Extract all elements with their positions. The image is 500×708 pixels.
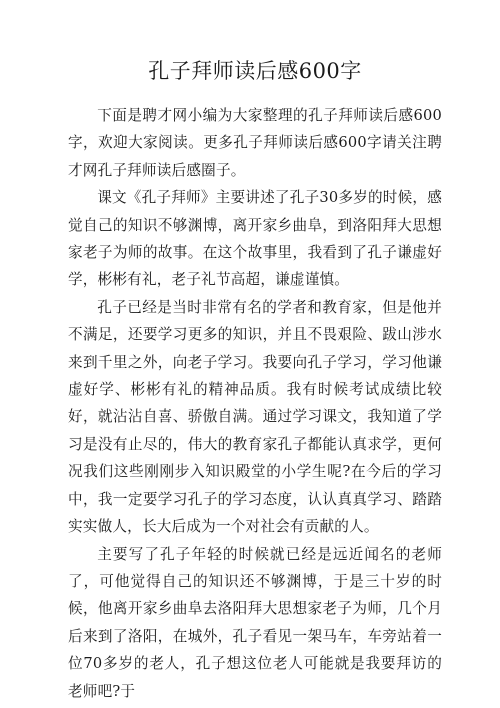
paragraph-story: 主要写了孔子年轻的时候就已经是远近闻名的老师了，可他觉得自己的知识还不够渊博，于是三十岁的时候，他离开家乡曲阜去洛阳拜大思想家老子为师，几个月后来到了洛阳，在城外，孔子看见一架马车，车旁站着一位70多岁的老人，孔子想这位老人可能就是我要拜访的老师吧?于 [68,545,442,700]
document-title: 孔子拜师读后感600字 [148,59,362,83]
paragraph-reflection: 孔子已经是当时非常有名的学者和教育家，但是他并不满足，还要学习更多的知识，并且不畏艰险、跋山涉水来到千里之外，向老子学习。我要向孔子学习，学习他谦虚好学、彬彬有礼的精神品质。我有时候考试成绩比较好，就沾沾自喜、骄傲自满。通过学习课文，我知道了学习是没有止尽的，伟大的教育家孔子都能认真求学，更何况我们这些刚刚步入知识殿堂的小学生呢?在今后的学习中，我一定要学习孔子的学习态度，认认真真学习、踏踏实实做人，长大后成为一个对社会有贡献的人。 [68,298,442,536]
paragraph-summary: 课文《孔子拜师》主要讲述了孔子30多岁的时候，感觉自己的知识不够渊博，离开家乡曲阜，到洛阳拜大思想家老子为师的故事。在这个故事里，我看到了孔子谦虚好学，彬彬有礼，老子礼节高超，谦虚谨慎。 [68,189,442,289]
paragraph-intro: 下面是聘才网小编为大家整理的孔子拜师读后感600字，欢迎大家阅读。更多孔子拜师读后感600字请关注聘才网孔子拜师读后感圈子。 [68,107,442,179]
